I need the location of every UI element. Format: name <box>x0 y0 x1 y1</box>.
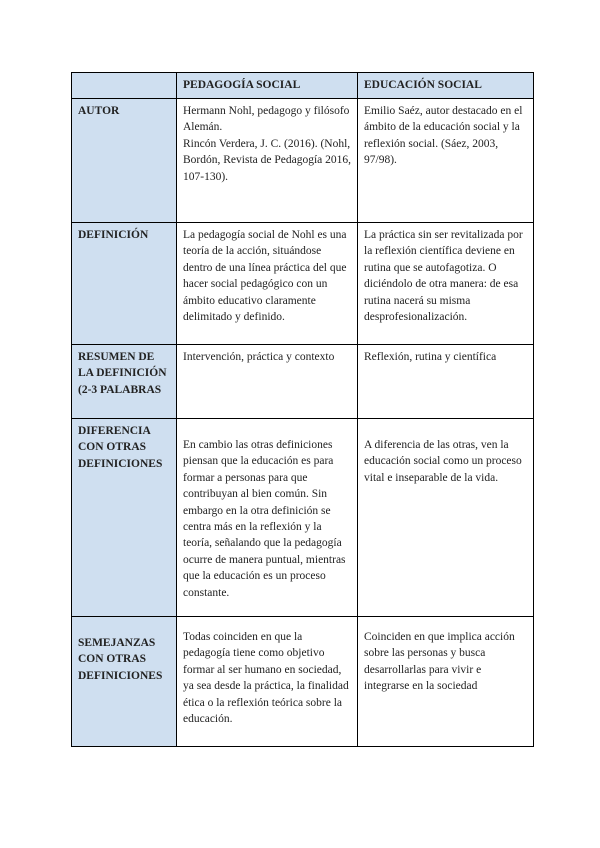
cell-resumen-pedagogia: Intervención, práctica y contexto <box>177 345 358 419</box>
row-label-resumen: RESUMEN DE LA DEFINICIÓN (2-3 PALABRAS <box>72 345 177 419</box>
row-definicion <box>72 223 534 345</box>
header-empty-cell <box>72 73 177 99</box>
row-diferencia <box>72 419 534 617</box>
row-label-semejanzas: SEMEJANZAS CON OTRAS DEFINICIONES <box>72 617 177 747</box>
cell-resumen-educacion: Reflexión, rutina y científica <box>358 345 534 419</box>
header-row <box>72 73 534 99</box>
cell-diferencia-pedagogia: En cambio las otras definiciones piensan que la educación es para formar a personas para que contribuyan al bien común. Sin embargo en la otra definición se centra más en la reflexión y la teoría, señalando que la pedagogía ocurre de manera puntual, mientras que la educación es un proceso constante. <box>177 419 358 617</box>
row-autor <box>72 99 534 223</box>
header-pedagogia-social: PEDAGOGÍA SOCIAL <box>177 73 358 99</box>
autor-pedagogia-line1: Hermann Nohl, pedagogo y filósofo Alemán. <box>183 105 350 134</box>
cell-autor-pedagogia <box>177 99 358 223</box>
comparison-table <box>71 72 534 747</box>
cell-semejanzas-pedagogia: Todas coinciden en que la pedagogía tiene como objetivo formar al ser humano en sociedad, ya sea desde la práctica, la finalidad ética o la reflexión teórica sobre la educación. <box>177 617 358 747</box>
row-label-diferencia: DIFERENCIA CON OTRAS DEFINICIONES <box>72 419 177 617</box>
row-label-definicion: DEFINICIÓN <box>72 223 177 345</box>
cell-semejanzas-educacion: Coinciden en que implica acción sobre las personas y busca desarrollarlas para vivir e integrarse en la sociedad <box>358 617 534 747</box>
autor-pedagogia-line2: Rincón Verdera, J. C. (2016). (Nohl, Bordón, Revista de Pedagogía 2016, 107-130). <box>183 137 352 183</box>
cell-autor-educacion: Emilio Saéz, autor destacado en el ámbito de la educación social y la reflexión social. (Sáez, 2003, 97/98). <box>358 99 534 223</box>
row-semejanzas <box>72 617 534 747</box>
header-educacion-social: EDUCACIÓN SOCIAL <box>358 73 534 99</box>
row-label-autor: AUTOR <box>72 99 177 223</box>
row-resumen <box>72 345 534 419</box>
cell-diferencia-educacion: A diferencia de las otras, ven la educación social como un proceso vital e inseparable de la vida. <box>358 419 534 617</box>
cell-definicion-pedagogia: La pedagogía social de Nohl es una teoría de la acción, situándose dentro de una línea práctica del que hacer social pedagógico con un ámbito educativo claramente delimitado y definido. <box>177 223 358 345</box>
cell-definicion-educacion: La práctica sin ser revitalizada por la reflexión científica deviene en rutina que se autofagotiza. O diciéndolo de otra manera: de esa rutina nacerá su misma desprofesionalización. <box>358 223 534 345</box>
